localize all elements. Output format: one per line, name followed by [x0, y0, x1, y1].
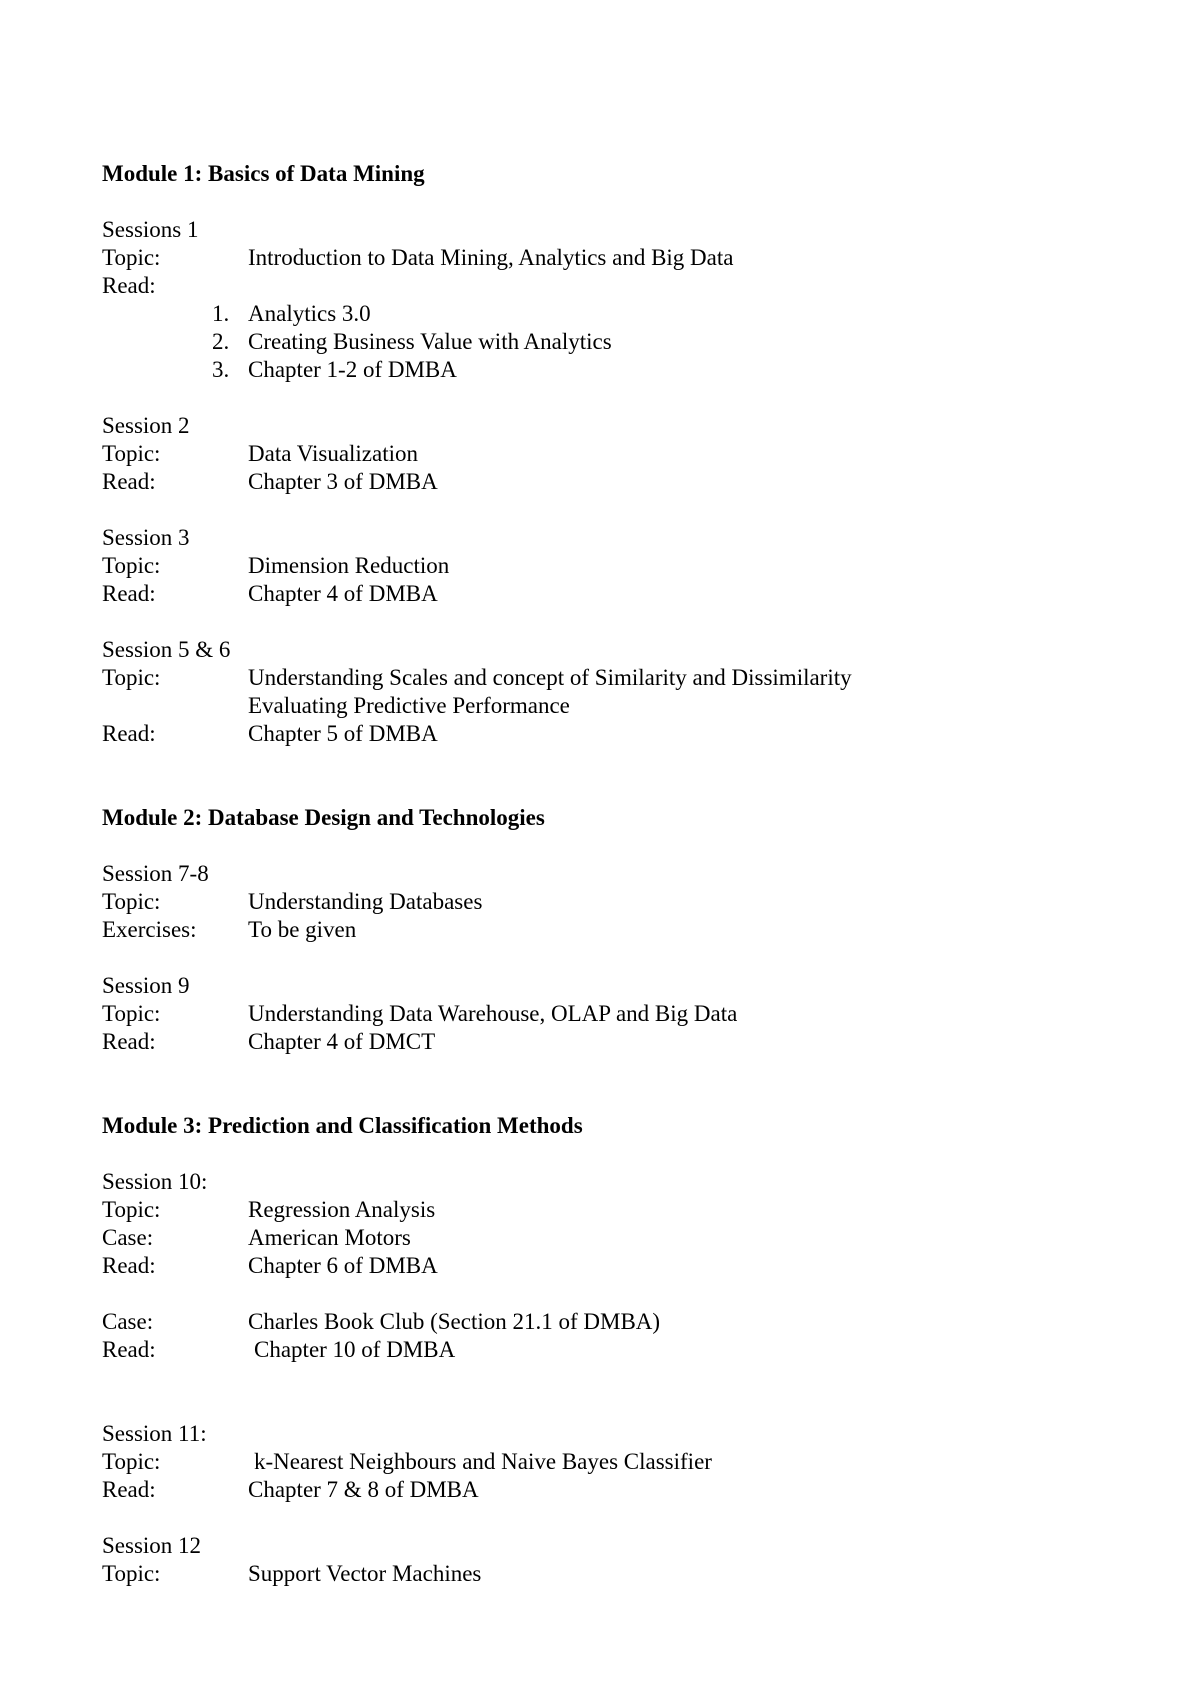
session-heading-text: Session 12: [102, 1533, 202, 1558]
read-label: Read:: [102, 721, 156, 746]
case-label: Case:: [102, 1309, 154, 1334]
read-label: Read:: [102, 469, 156, 494]
read-label: Read:: [102, 273, 156, 298]
topic-label: Topic:: [102, 1197, 161, 1222]
topic-value: k-Nearest Neighbours and Naive Bayes Classifier: [254, 1449, 712, 1474]
session-5-6-topic-row: [102, 664, 1102, 692]
document-page: [102, 160, 1102, 1588]
session-12-topic-row: [102, 1560, 1102, 1588]
module-2-title: Module 2: Database Design and Technologies: [102, 805, 545, 830]
session-heading-text: Sessions 1: [102, 217, 199, 242]
read-label: Read:: [102, 1253, 156, 1278]
session-3-read-row: [102, 580, 1102, 608]
list-item-text: Creating Business Value with Analytics: [248, 329, 612, 354]
session-12-heading: [102, 1532, 1102, 1560]
topic-label: Topic:: [102, 1561, 161, 1586]
topic-label: Topic:: [102, 1001, 161, 1026]
topic-value: Understanding Databases: [248, 889, 483, 914]
read-value: Chapter 3 of DMBA: [248, 469, 438, 494]
read-value: Chapter 7 & 8 of DMBA: [248, 1477, 479, 1502]
session-heading-text: Session 11:: [102, 1421, 207, 1446]
empty-label: [102, 692, 248, 720]
session-heading-text: Session 9: [102, 973, 190, 998]
topic-value: Data Visualization: [248, 441, 419, 466]
exercises-label: Exercises:: [102, 917, 197, 942]
topic-value: Dimension Reduction: [248, 553, 450, 578]
read-label: Read:: [102, 1337, 156, 1362]
session-5-6-topic-row-2: [102, 692, 1102, 720]
read-value: Chapter 6 of DMBA: [248, 1253, 438, 1278]
session-2-heading: [102, 412, 1102, 440]
topic-label: Topic:: [102, 665, 161, 690]
session-heading-text: Session 7-8: [102, 861, 209, 886]
topic-label: Topic:: [102, 245, 161, 270]
session-7-8-exercises-row: [102, 916, 1102, 944]
read-label: Read:: [102, 1029, 156, 1054]
session-3-heading: [102, 524, 1102, 552]
session-5-6-heading: [102, 636, 1102, 664]
read-value: Chapter 10 of DMBA: [254, 1337, 456, 1362]
session-5-6-read-row: [102, 720, 1102, 748]
session-10-topic-row: [102, 1196, 1102, 1224]
read-list-item: [102, 300, 1102, 328]
read-value: Chapter 4 of DMCT: [248, 1029, 436, 1054]
session-2-read-row: [102, 468, 1102, 496]
session-10-case-row: [102, 1224, 1102, 1252]
session-10-read-row: [102, 1252, 1102, 1280]
topic-value: Regression Analysis: [248, 1197, 436, 1222]
session-9-heading: [102, 972, 1102, 1000]
module-3-title: Module 3: Prediction and Classification Methods: [102, 1113, 583, 1138]
session-11-topic-row: [102, 1448, 1102, 1476]
session-10-read-row-2: [102, 1336, 1102, 1364]
session-11-heading: [102, 1420, 1102, 1448]
session-9-topic-row: [102, 1000, 1102, 1028]
case-value: Charles Book Club (Section 21.1 of DMBA): [248, 1309, 661, 1334]
list-number: 1.: [212, 301, 230, 326]
session-1-heading: [102, 216, 1102, 244]
list-item-text: Chapter 1-2 of DMBA: [248, 357, 457, 382]
read-label: Read:: [102, 581, 156, 606]
session-heading-text: Session 5 & 6: [102, 637, 231, 662]
read-list-item: [102, 356, 1102, 384]
session-1-read-row: [102, 272, 1102, 300]
topic-value: Support Vector Machines: [248, 1561, 482, 1586]
topic-value: Understanding Data Warehouse, OLAP and Big Data: [248, 1001, 738, 1026]
module-1-title: Module 1: Basics of Data Mining: [102, 161, 425, 186]
topic-value: Understanding Scales and concept of Similarity and Dissimilarity: [248, 665, 852, 690]
session-11-read-row: [102, 1476, 1102, 1504]
topic-label: Topic:: [102, 889, 161, 914]
session-7-8-heading: [102, 860, 1102, 888]
topic-value: Introduction to Data Mining, Analytics and Big Data: [248, 245, 734, 270]
session-10-case-row-2: [102, 1308, 1102, 1336]
session-2-topic-row: [102, 440, 1102, 468]
session-7-8-topic-row: [102, 888, 1102, 916]
case-label: Case:: [102, 1225, 154, 1250]
topic-value: Evaluating Predictive Performance: [248, 693, 570, 718]
read-label: Read:: [102, 1477, 156, 1502]
session-3-topic-row: [102, 552, 1102, 580]
topic-label: Topic:: [102, 441, 161, 466]
session-heading-text: Session 3: [102, 525, 190, 550]
list-item-text: Analytics 3.0: [248, 301, 371, 326]
case-value: American Motors: [248, 1225, 411, 1250]
session-heading-text: Session 10:: [102, 1169, 208, 1194]
read-list-item: [102, 328, 1102, 356]
read-value: Chapter 4 of DMBA: [248, 581, 438, 606]
read-value: Chapter 5 of DMBA: [248, 721, 438, 746]
exercises-value: To be given: [248, 917, 357, 942]
session-heading-text: Session 2: [102, 413, 190, 438]
topic-label: Topic:: [102, 553, 161, 578]
topic-label: Topic:: [102, 1449, 161, 1474]
session-1-topic-row: [102, 244, 1102, 272]
session-9-read-row: [102, 1028, 1102, 1056]
list-number: 2.: [212, 329, 230, 354]
list-number: 3.: [212, 357, 230, 382]
session-10-heading: [102, 1168, 1102, 1196]
